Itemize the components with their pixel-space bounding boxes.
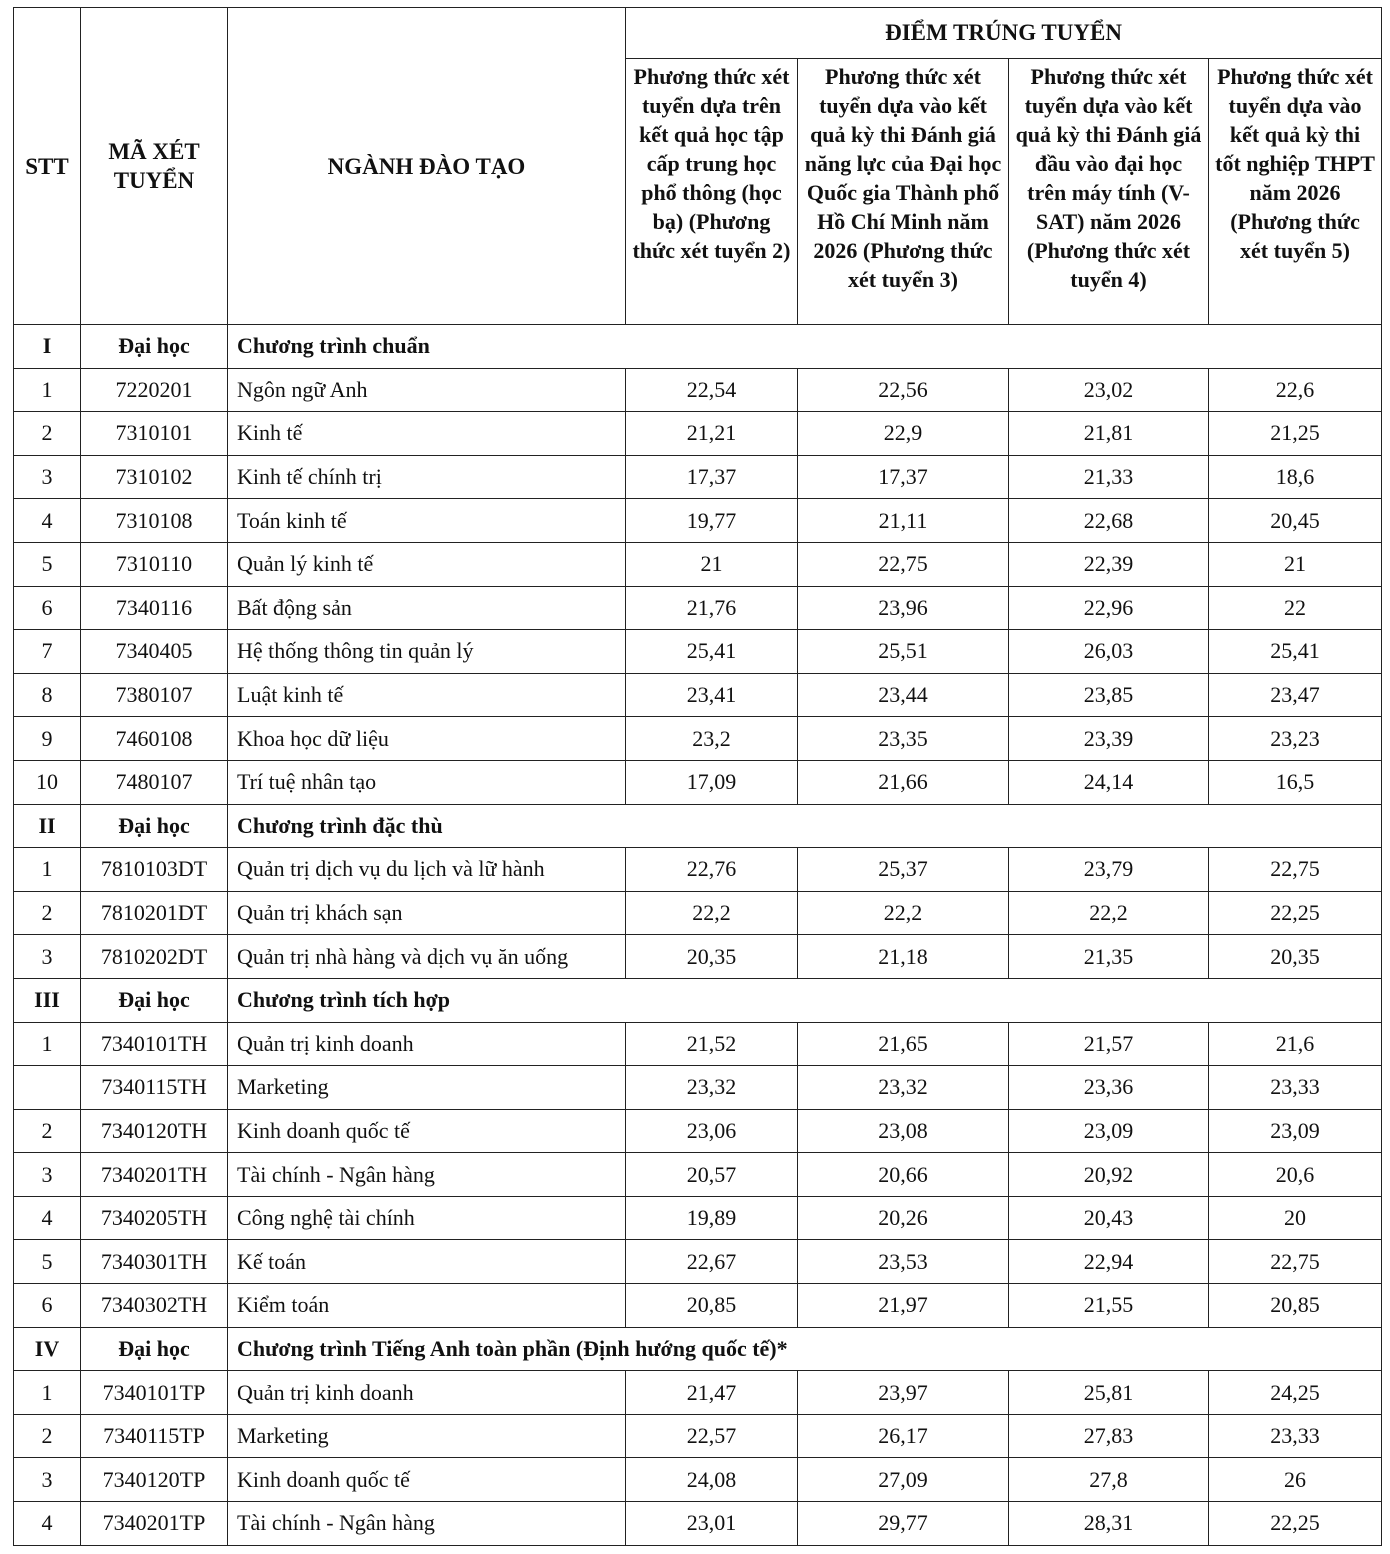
cell-ma-xet-tuyen: 7340301TH [81, 1240, 228, 1284]
cell-score-pt5: 23,33 [1209, 1414, 1382, 1458]
cell-score-pt5: 22 [1209, 586, 1382, 630]
cell-score-pt2: 22,54 [626, 368, 798, 412]
section-title: Chương trình tích hợp [228, 978, 1382, 1022]
cell-score-pt3: 21,18 [798, 935, 1009, 979]
cell-score-pt2: 17,37 [626, 455, 798, 499]
cell-score-pt3: 22,2 [798, 891, 1009, 935]
cell-ma-xet-tuyen: 7810201DT [81, 891, 228, 935]
cell-nganh: Quản trị khách sạn [228, 891, 626, 935]
table-row [14, 412, 1382, 456]
table-row [14, 891, 1382, 935]
cell-score-pt4: 20,92 [1009, 1153, 1209, 1197]
table-row [14, 630, 1382, 674]
cell-ma-xet-tuyen: 7310102 [81, 455, 228, 499]
table-row [14, 586, 1382, 630]
cell-stt: 4 [14, 499, 81, 543]
table-row [14, 673, 1382, 717]
cell-ma-xet-tuyen: 7810202DT [81, 935, 228, 979]
cell-score-pt4: 28,31 [1009, 1502, 1209, 1546]
cell-score-pt2: 23,41 [626, 673, 798, 717]
section-row [14, 978, 1382, 1022]
cell-score-pt5: 23,23 [1209, 717, 1382, 761]
cell-stt: 1 [14, 848, 81, 892]
section-title: Chương trình đặc thù [228, 804, 1382, 848]
cell-stt: 7 [14, 630, 81, 674]
admission-score-table [13, 7, 1382, 1546]
cell-score-pt4: 24,14 [1009, 760, 1209, 804]
cell-score-pt3: 23,44 [798, 673, 1009, 717]
section-title: Chương trình Tiếng Anh toàn phần (Định hướng quốc tế)* [228, 1327, 1382, 1371]
cell-score-pt2: 22,57 [626, 1414, 798, 1458]
cell-ma-xet-tuyen: 7310108 [81, 499, 228, 543]
header-method-5: Phương thức xét tuyển dựa vào kết quả kỳ thi tốt nghiệp THPT năm 2026 (Phương thức xét tuyển 5) [1209, 59, 1382, 325]
cell-score-pt4: 23,39 [1009, 717, 1209, 761]
table-row [14, 1196, 1382, 1240]
cell-ma-xet-tuyen: Đại học [81, 325, 228, 369]
header-diem-trung-tuyen: ĐIỂM TRÚNG TUYỂN [626, 8, 1382, 59]
cell-nganh: Quản trị kinh doanh [228, 1371, 626, 1415]
cell-score-pt5: 24,25 [1209, 1371, 1382, 1415]
cell-score-pt5: 18,6 [1209, 455, 1382, 499]
cell-score-pt2: 17,09 [626, 760, 798, 804]
table-row [14, 1414, 1382, 1458]
section-row [14, 325, 1382, 369]
cell-nganh: Marketing [228, 1414, 626, 1458]
cell-score-pt3: 17,37 [798, 455, 1009, 499]
table-row [14, 1502, 1382, 1546]
cell-stt: 3 [14, 935, 81, 979]
cell-score-pt5: 22,75 [1209, 848, 1382, 892]
section-row [14, 1327, 1382, 1371]
cell-score-pt4: 23,85 [1009, 673, 1209, 717]
table-row [14, 455, 1382, 499]
header-method-2: Phương thức xét tuyển dựa trên kết quả học tập cấp trung học phổ thông (học bạ) (Phương thức xét tuyển 2) [626, 59, 798, 325]
cell-score-pt2: 21,21 [626, 412, 798, 456]
cell-stt: 3 [14, 1458, 81, 1502]
cell-score-pt4: 22,94 [1009, 1240, 1209, 1284]
cell-score-pt3: 23,53 [798, 1240, 1009, 1284]
cell-ma-xet-tuyen: 7340101TH [81, 1022, 228, 1066]
cell-nganh: Công nghệ tài chính [228, 1196, 626, 1240]
table-row [14, 1022, 1382, 1066]
cell-ma-xet-tuyen: Đại học [81, 1327, 228, 1371]
cell-score-pt5: 21,6 [1209, 1022, 1382, 1066]
cell-score-pt2: 23,32 [626, 1066, 798, 1110]
cell-nganh: Kinh tế chính trị [228, 455, 626, 499]
cell-score-pt4: 21,35 [1009, 935, 1209, 979]
cell-stt: IV [14, 1327, 81, 1371]
cell-ma-xet-tuyen: 7340405 [81, 630, 228, 674]
table-row [14, 717, 1382, 761]
cell-stt: 2 [14, 1109, 81, 1153]
cell-score-pt3: 22,9 [798, 412, 1009, 456]
cell-score-pt3: 22,75 [798, 542, 1009, 586]
cell-score-pt3: 27,09 [798, 1458, 1009, 1502]
cell-stt: 5 [14, 542, 81, 586]
cell-stt [14, 1066, 81, 1110]
cell-score-pt4: 21,81 [1009, 412, 1209, 456]
cell-ma-xet-tuyen: 7340115TP [81, 1414, 228, 1458]
cell-score-pt4: 22,96 [1009, 586, 1209, 630]
cell-score-pt2: 22,2 [626, 891, 798, 935]
cell-score-pt4: 22,68 [1009, 499, 1209, 543]
table-row [14, 1153, 1382, 1197]
cell-score-pt3: 21,66 [798, 760, 1009, 804]
cell-ma-xet-tuyen: 7340201TH [81, 1153, 228, 1197]
table-header [14, 8, 1382, 325]
cell-ma-xet-tuyen: 7220201 [81, 368, 228, 412]
cell-nganh: Toán kinh tế [228, 499, 626, 543]
cell-nganh: Quản trị kinh doanh [228, 1022, 626, 1066]
header-nganh-dao-tao: NGÀNH ĐÀO TẠO [228, 8, 626, 325]
cell-score-pt5: 21 [1209, 542, 1382, 586]
cell-nganh: Kinh tế [228, 412, 626, 456]
cell-ma-xet-tuyen: 7340116 [81, 586, 228, 630]
cell-nganh: Kiểm toán [228, 1284, 626, 1328]
header-stt: STT [14, 8, 81, 325]
cell-stt: 8 [14, 673, 81, 717]
cell-ma-xet-tuyen: 7340115TH [81, 1066, 228, 1110]
cell-score-pt5: 23,47 [1209, 673, 1382, 717]
cell-nganh: Quản lý kinh tế [228, 542, 626, 586]
cell-stt: 3 [14, 455, 81, 499]
cell-score-pt5: 20,35 [1209, 935, 1382, 979]
cell-nganh: Bất động sản [228, 586, 626, 630]
cell-score-pt5: 26 [1209, 1458, 1382, 1502]
table-row [14, 368, 1382, 412]
cell-score-pt3: 25,51 [798, 630, 1009, 674]
cell-stt: 6 [14, 586, 81, 630]
cell-score-pt5: 22,25 [1209, 1502, 1382, 1546]
header-method-3: Phương thức xét tuyển dựa vào kết quả kỳ thi Đánh giá năng lực của Đại học Quốc gia Thành phố Hồ Chí Minh năm 2026 (Phương thức xét tuyển 3) [798, 59, 1009, 325]
cell-score-pt2: 25,41 [626, 630, 798, 674]
cell-nganh: Kế toán [228, 1240, 626, 1284]
cell-ma-xet-tuyen: 7310101 [81, 412, 228, 456]
cell-score-pt4: 23,36 [1009, 1066, 1209, 1110]
cell-stt: 5 [14, 1240, 81, 1284]
cell-ma-xet-tuyen: 7340120TH [81, 1109, 228, 1153]
cell-nganh: Luật kinh tế [228, 673, 626, 717]
cell-score-pt3: 23,97 [798, 1371, 1009, 1415]
cell-nganh: Kinh doanh quốc tế [228, 1109, 626, 1153]
cell-nganh: Tài chính - Ngân hàng [228, 1502, 626, 1546]
cell-score-pt3: 21,97 [798, 1284, 1009, 1328]
cell-score-pt2: 23,2 [626, 717, 798, 761]
cell-score-pt5: 20 [1209, 1196, 1382, 1240]
table-row [14, 1109, 1382, 1153]
cell-score-pt4: 27,83 [1009, 1414, 1209, 1458]
cell-stt: 9 [14, 717, 81, 761]
cell-score-pt5: 22,6 [1209, 368, 1382, 412]
cell-score-pt4: 21,57 [1009, 1022, 1209, 1066]
cell-ma-xet-tuyen: 7340120TP [81, 1458, 228, 1502]
cell-stt: 2 [14, 412, 81, 456]
cell-nganh: Ngôn ngữ Anh [228, 368, 626, 412]
cell-stt: 4 [14, 1196, 81, 1240]
table-row [14, 1458, 1382, 1502]
cell-ma-xet-tuyen: 7810103DT [81, 848, 228, 892]
table-row [14, 1240, 1382, 1284]
cell-score-pt2: 23,06 [626, 1109, 798, 1153]
cell-score-pt3: 23,35 [798, 717, 1009, 761]
cell-stt: 1 [14, 1371, 81, 1415]
cell-score-pt4: 21,55 [1009, 1284, 1209, 1328]
cell-score-pt2: 20,35 [626, 935, 798, 979]
table-row [14, 760, 1382, 804]
cell-score-pt2: 19,77 [626, 499, 798, 543]
table-row [14, 848, 1382, 892]
cell-stt: 1 [14, 1022, 81, 1066]
cell-stt: 3 [14, 1153, 81, 1197]
cell-score-pt5: 22,25 [1209, 891, 1382, 935]
cell-nganh: Kinh doanh quốc tế [228, 1458, 626, 1502]
cell-score-pt2: 21,47 [626, 1371, 798, 1415]
cell-score-pt4: 22,39 [1009, 542, 1209, 586]
cell-stt: 2 [14, 891, 81, 935]
cell-score-pt3: 21,65 [798, 1022, 1009, 1066]
section-title: Chương trình chuẩn [228, 325, 1382, 369]
cell-ma-xet-tuyen: 7460108 [81, 717, 228, 761]
cell-score-pt2: 23,01 [626, 1502, 798, 1546]
cell-ma-xet-tuyen: 7340201TP [81, 1502, 228, 1546]
table-row [14, 1066, 1382, 1110]
cell-stt: III [14, 978, 81, 1022]
cell-ma-xet-tuyen: 7340302TH [81, 1284, 228, 1328]
cell-stt: 4 [14, 1502, 81, 1546]
cell-stt: 2 [14, 1414, 81, 1458]
cell-score-pt5: 21,25 [1209, 412, 1382, 456]
cell-score-pt3: 26,17 [798, 1414, 1009, 1458]
cell-ma-xet-tuyen: 7310110 [81, 542, 228, 586]
cell-nganh: Khoa học dữ liệu [228, 717, 626, 761]
cell-ma-xet-tuyen: 7340205TH [81, 1196, 228, 1240]
cell-score-pt5: 20,6 [1209, 1153, 1382, 1197]
cell-nganh: Hệ thống thông tin quản lý [228, 630, 626, 674]
cell-score-pt2: 19,89 [626, 1196, 798, 1240]
cell-score-pt3: 21,11 [798, 499, 1009, 543]
cell-score-pt5: 25,41 [1209, 630, 1382, 674]
cell-nganh: Marketing [228, 1066, 626, 1110]
table-row [14, 1371, 1382, 1415]
section-row [14, 804, 1382, 848]
cell-score-pt5: 20,45 [1209, 499, 1382, 543]
cell-score-pt2: 24,08 [626, 1458, 798, 1502]
cell-score-pt2: 21,52 [626, 1022, 798, 1066]
cell-stt: II [14, 804, 81, 848]
cell-score-pt2: 22,67 [626, 1240, 798, 1284]
cell-stt: 1 [14, 368, 81, 412]
table-row [14, 1284, 1382, 1328]
cell-ma-xet-tuyen: Đại học [81, 804, 228, 848]
cell-nganh: Tài chính - Ngân hàng [228, 1153, 626, 1197]
cell-score-pt5: 23,09 [1209, 1109, 1382, 1153]
cell-score-pt5: 16,5 [1209, 760, 1382, 804]
cell-stt: 6 [14, 1284, 81, 1328]
cell-score-pt2: 22,76 [626, 848, 798, 892]
header-method-4: Phương thức xét tuyển dựa vào kết quả kỳ thi Đánh giá đầu vào đại học trên máy tính (V-SAT) năm 2026 (Phương thức xét tuyển 4) [1009, 59, 1209, 325]
cell-score-pt4: 20,43 [1009, 1196, 1209, 1240]
cell-nganh: Trí tuệ nhân tạo [228, 760, 626, 804]
cell-score-pt3: 25,37 [798, 848, 1009, 892]
cell-score-pt3: 23,96 [798, 586, 1009, 630]
cell-score-pt2: 21 [626, 542, 798, 586]
cell-score-pt5: 20,85 [1209, 1284, 1382, 1328]
cell-ma-xet-tuyen: 7480107 [81, 760, 228, 804]
cell-stt: 10 [14, 760, 81, 804]
cell-score-pt4: 23,79 [1009, 848, 1209, 892]
cell-score-pt2: 21,76 [626, 586, 798, 630]
cell-stt: I [14, 325, 81, 369]
table-row [14, 935, 1382, 979]
cell-ma-xet-tuyen: 7340101TP [81, 1371, 228, 1415]
cell-score-pt3: 23,32 [798, 1066, 1009, 1110]
table-row [14, 542, 1382, 586]
cell-score-pt5: 23,33 [1209, 1066, 1382, 1110]
cell-score-pt3: 20,26 [798, 1196, 1009, 1240]
header-ma-xet-tuyen: MÃ XÉT TUYỂN [81, 8, 228, 325]
cell-score-pt4: 23,02 [1009, 368, 1209, 412]
table-body [14, 325, 1382, 1546]
cell-score-pt4: 27,8 [1009, 1458, 1209, 1502]
cell-score-pt2: 20,57 [626, 1153, 798, 1197]
cell-nganh: Quản trị dịch vụ du lịch và lữ hành [228, 848, 626, 892]
cell-ma-xet-tuyen: 7380107 [81, 673, 228, 717]
cell-score-pt3: 22,56 [798, 368, 1009, 412]
cell-score-pt2: 20,85 [626, 1284, 798, 1328]
cell-score-pt4: 22,2 [1009, 891, 1209, 935]
cell-score-pt3: 29,77 [798, 1502, 1009, 1546]
cell-score-pt4: 21,33 [1009, 455, 1209, 499]
cell-score-pt3: 20,66 [798, 1153, 1009, 1197]
cell-score-pt4: 23,09 [1009, 1109, 1209, 1153]
cell-score-pt3: 23,08 [798, 1109, 1009, 1153]
cell-score-pt4: 26,03 [1009, 630, 1209, 674]
cell-score-pt5: 22,75 [1209, 1240, 1382, 1284]
cell-score-pt4: 25,81 [1009, 1371, 1209, 1415]
cell-ma-xet-tuyen: Đại học [81, 978, 228, 1022]
cell-nganh: Quản trị nhà hàng và dịch vụ ăn uống [228, 935, 626, 979]
table-row [14, 499, 1382, 543]
